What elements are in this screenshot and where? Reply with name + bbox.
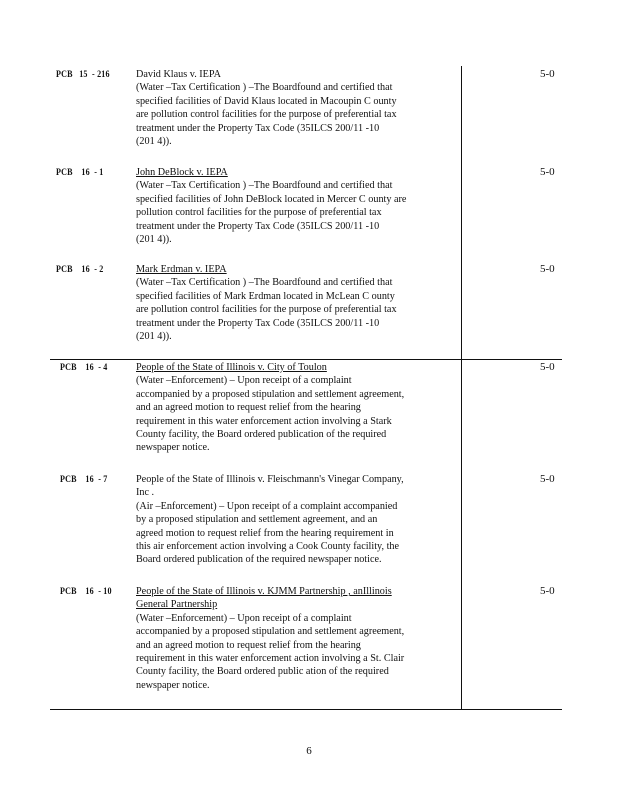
description-line: pollution control facilities for the purpose of preferential tax (136, 207, 382, 219)
vote-count: 5-0 (540, 585, 555, 597)
case-number: PCB 15 - 216 (56, 70, 110, 80)
case-title: People of the State of Illinois v. City of Toulon (136, 362, 327, 373)
description-line: accompanied by a proposed stipulation and settlement agreement, (136, 626, 405, 638)
vote-count: 5-0 (540, 361, 555, 373)
page-number: 6 (306, 745, 312, 757)
description-line: (Water –Enforcement) – Upon receipt of a complaint (136, 612, 352, 624)
case-number: PCB 16 - 7 (60, 475, 108, 485)
case-description (136, 68, 456, 148)
description-line: (201 4)). (136, 136, 172, 148)
description-line: treatment under the Property Tax Code (35ILCS 200/11 -10 (136, 122, 380, 134)
description-line: are pollution control facilities for the purpose of preferential tax (136, 304, 397, 316)
vote-count: 5-0 (540, 68, 555, 80)
case-title: People of the State of Illinois v. Fleischmann's Vinegar Company, (136, 474, 404, 485)
vote-count: 5-0 (540, 263, 555, 275)
description-line: (Water –Enforcement) – Upon receipt of a complaint (136, 375, 352, 387)
description-line: and an agreed motion to request relief from the hearing (136, 639, 361, 651)
description-line: this air enforcement action involving a Cook County facility, the (136, 541, 400, 553)
description-line: (Water –Tax Certification ) –The Boardfound and certified that (136, 82, 393, 94)
case-title: People of the State of Illinois v. KJMM Partnership , anIllinois (136, 586, 392, 597)
table-bottom-rule (50, 709, 562, 710)
description-line: specified facilities of Mark Erdman located in McLean C ounty (136, 290, 395, 302)
description-line: and an agreed motion to request relief from the hearing (136, 402, 361, 414)
case-description (136, 473, 456, 567)
description-line: newspaper notice. (136, 442, 210, 454)
case-title: David Klaus v. IEPA (136, 69, 221, 80)
description-line: (Water –Tax Certification ) –The Boardfound and certified that (136, 277, 393, 289)
description-line: agreed motion to request relief from the hearing requirement in (136, 527, 394, 539)
case-description (136, 361, 456, 455)
description-line: (201 4)). (136, 331, 172, 343)
case-title-continued: Inc . (136, 487, 155, 499)
case-title: John DeBlock v. IEPA (136, 167, 228, 178)
description-line: specified facilities of David Klaus located in Macoupin C ounty (136, 95, 397, 107)
case-title-continued: General Partnership (136, 599, 218, 611)
description-line: are pollution control facilities for the purpose of preferential tax (136, 109, 397, 121)
case-description (136, 585, 456, 692)
case-number: PCB 16 - 10 (60, 587, 112, 597)
description-line: requirement in this water enforcement action involving a Stark (136, 415, 392, 427)
description-line: (Water –Tax Certification ) –The Boardfound and certified that (136, 180, 393, 192)
case-title: Mark Erdman v. IEPA (136, 264, 227, 275)
description-line: accompanied by a proposed stipulation and settlement agreement, (136, 388, 405, 400)
description-line: treatment under the Property Tax Code (35ILCS 200/11 -10 (136, 220, 380, 232)
case-description (136, 263, 456, 343)
description-line: newspaper notice. (136, 679, 210, 691)
case-number: PCB 16 - 4 (60, 363, 108, 373)
case-description (136, 166, 456, 246)
description-line: requirement in this water enforcement action involving a St. Clair (136, 653, 405, 665)
description-line: County facility, the Board ordered public ation of the required (136, 666, 389, 678)
description-line: County facility, the Board ordered publication of the required (136, 429, 387, 441)
description-line: (Air –Enforcement) – Upon receipt of a complaint accompanied (136, 500, 398, 512)
description-line: (201 4)). (136, 234, 172, 246)
description-line: Board ordered publication of the required newspaper notice. (136, 554, 382, 566)
row-divider (50, 359, 562, 360)
column-divider (461, 66, 462, 710)
case-number: PCB 16 - 2 (56, 265, 104, 275)
vote-count: 5-0 (540, 166, 555, 178)
description-line: specified facilities of John DeBlock located in Mercer C ounty are (136, 193, 407, 205)
case-number: PCB 16 - 1 (56, 168, 104, 178)
vote-count: 5-0 (540, 473, 555, 485)
description-line: treatment under the Property Tax Code (35ILCS 200/11 -10 (136, 317, 380, 329)
description-line: by a proposed stipulation and settlement agreement, and an (136, 514, 378, 526)
